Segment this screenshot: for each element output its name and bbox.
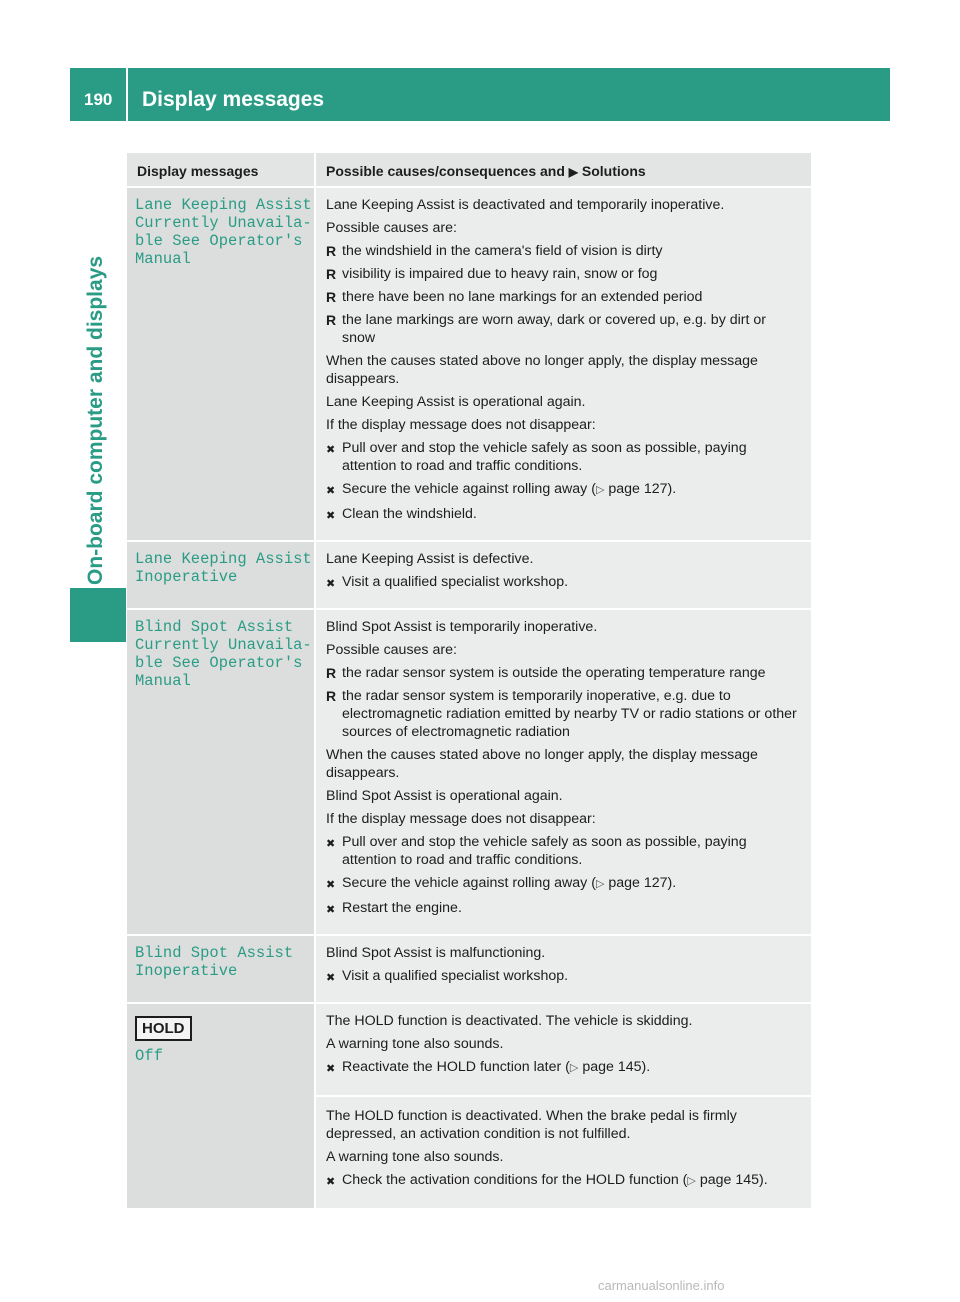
causes-solutions: Blind Spot Assist is temporarily inoperative. Possible causes are: R the radar sensor system is outside the operating temperature range R the radar sensor system is temporarily inoperative, e.g. due to electromagnetic radiation emitted by nearby TV or radio stations or other sources of electromagnetic radiation When the causes stated above no longer apply, the display message disappears. Blind Spot Assist is operational again. If the display message does not disappear: ✖ Pull over and stop the vehicle safely as soon as possible, paying attention to road and traffic conditions. ✖ Secure the vehicle against rolling away (▷ page 127). ✖ Restart the engine. [314, 610, 811, 934]
action-step: ✖ Restart the engine. [326, 899, 803, 919]
bullet-icon: R [326, 688, 337, 704]
action-arrow-icon: ✖ [326, 1176, 336, 1188]
action-step: ✖ Reactivate the HOLD function later (▷ page 145). [326, 1058, 803, 1078]
display-message: Lane Keeping Assist Inoperative [127, 542, 314, 608]
table-row [127, 1004, 811, 1208]
action-arrow-icon: ✖ [326, 485, 336, 497]
page-ref-link[interactable]: page 145). [699, 1172, 768, 1188]
column-header-causes [314, 153, 811, 186]
display-message: Blind Spot Assist Inoperative [127, 936, 314, 1002]
sub-cause: The HOLD function is deactivated. When the brake pedal is firmly depressed, an activation condition is not fulfilled. A warning tone also sounds. ✖ Check the activation conditions for the HOLD function (▷ page 145). [316, 1097, 811, 1208]
display-message: Blind Spot Assist Currently Unavaila- ble See Operator's Manual [127, 610, 314, 934]
page-ref-link[interactable]: page 145). [582, 1059, 651, 1075]
column-header-solutions-text: Solutions [581, 163, 646, 179]
table-header [127, 153, 811, 188]
watermark: carmanualsonline.info [598, 1278, 725, 1293]
table-row [127, 542, 811, 610]
list-item: R the radar sensor system is temporarily inoperative, e.g. due to electromagnetic radiation emitted by nearby TV or radio stations or other sources of electromagnetic radiation [326, 688, 797, 740]
action-step: ✖ Clean the windshield. [326, 505, 803, 525]
action-step: ✖ Pull over and stop the vehicle safely as soon as possible, paying attention to road and traffic conditions. [326, 440, 747, 474]
page-title: Display messages [142, 88, 325, 111]
messages-table [127, 153, 811, 1208]
action-arrow-icon: ✖ [326, 879, 336, 891]
bullet-icon: R [326, 266, 337, 282]
bullet-icon: R [326, 312, 337, 328]
list-item: R the lane markings are worn away, dark or covered up, e.g. by dirt or snow [326, 312, 766, 346]
causes-solutions: Lane Keeping Assist is deactivated and temporarily inoperative. Possible causes are: R the windshield in the camera's field of vision is dirty R visibility is impaired due to heavy rain, snow or fog R there have been no lane markings for an extended period R the lane markings are worn away, dark or covered up, e.g. by dirt or snow When the causes stated above no longer apply, the display message disappears. Lane Keeping Assist is operational again. If the display message does not disappear: ✖ Pull over and stop the vehicle safely as soon as possible, paying attention to road and traffic conditions. ✖ Secure the vehicle against rolling away (▷ page 127). ✖ Clean the windshield. [314, 188, 811, 540]
action-arrow-icon: ✖ [326, 510, 336, 522]
header-divider [126, 68, 128, 121]
table-row [127, 188, 811, 542]
action-arrow-icon: ✖ [326, 904, 336, 916]
action-arrow-icon: ✖ [326, 1063, 336, 1075]
action-step: ✖ Check the activation conditions for the HOLD function (▷ page 145). [326, 1171, 803, 1191]
action-arrow-icon: ✖ [326, 972, 336, 984]
list-item: R the windshield in the camera's field of vision is dirty [326, 243, 663, 259]
page-number: 190 [84, 90, 113, 109]
action-step: ✖ Pull over and stop the vehicle safely as soon as possible, paying attention to road and traffic conditions. [326, 834, 747, 868]
bullet-icon: R [326, 289, 337, 305]
page-ref-link[interactable]: page 127). [608, 875, 677, 891]
sub-cause: The HOLD function is deactivated. The vehicle is skidding. A warning tone also sounds. ✖ Reactivate the HOLD function later (▷ page 145). [316, 1004, 811, 1097]
side-tab-block [70, 588, 126, 642]
action-arrow-icon: ✖ [326, 444, 336, 456]
page-ref-icon: ▷ [687, 1175, 696, 1187]
action-arrow-icon: ✖ [326, 838, 336, 850]
causes-solutions: Lane Keeping Assist is defective. ✖ Visit a qualified specialist workshop. [314, 542, 811, 608]
page-ref-icon: ▷ [569, 1062, 579, 1074]
action-step: ✖ Secure the vehicle against rolling away (▷ page 127). [326, 480, 803, 500]
page-ref-icon: ▷ [595, 878, 605, 890]
column-header-messages: Display messages [137, 163, 259, 179]
table-row [127, 936, 811, 1004]
table-row [127, 610, 811, 936]
action-step: ✖ Visit a qualified specialist workshop. [326, 573, 803, 593]
hold-symbol: HOLD [135, 1016, 192, 1041]
list-item: R there have been no lane markings for an extended period [326, 289, 703, 305]
page-ref-link[interactable]: page 127). [608, 481, 677, 497]
column-header-causes-text: Possible causes/consequences and [326, 163, 565, 179]
display-message: HOLD Off [127, 1004, 314, 1208]
bullet-icon: R [326, 243, 337, 259]
list-item: R visibility is impaired due to heavy rain, snow or fog [326, 266, 658, 282]
action-arrow-icon: ✖ [326, 578, 336, 590]
causes-solutions: Blind Spot Assist is malfunctioning. ✖ Visit a qualified specialist workshop. [314, 936, 811, 1002]
bullet-icon: R [326, 665, 337, 681]
arrow-right-icon: ▶ [568, 165, 579, 179]
list-item: R the radar sensor system is outside the operating temperature range [326, 665, 766, 681]
page-ref-icon: ▷ [595, 484, 605, 496]
action-step: ✖ Visit a qualified specialist workshop. [326, 967, 803, 987]
display-message: Lane Keeping Assist Currently Unavaila- ble See Operator's Manual [127, 188, 314, 540]
side-section-text: On-board computer and displays [84, 255, 107, 585]
causes-solutions [314, 1004, 811, 1208]
action-step: ✖ Secure the vehicle against rolling away (▷ page 127). [326, 874, 803, 894]
